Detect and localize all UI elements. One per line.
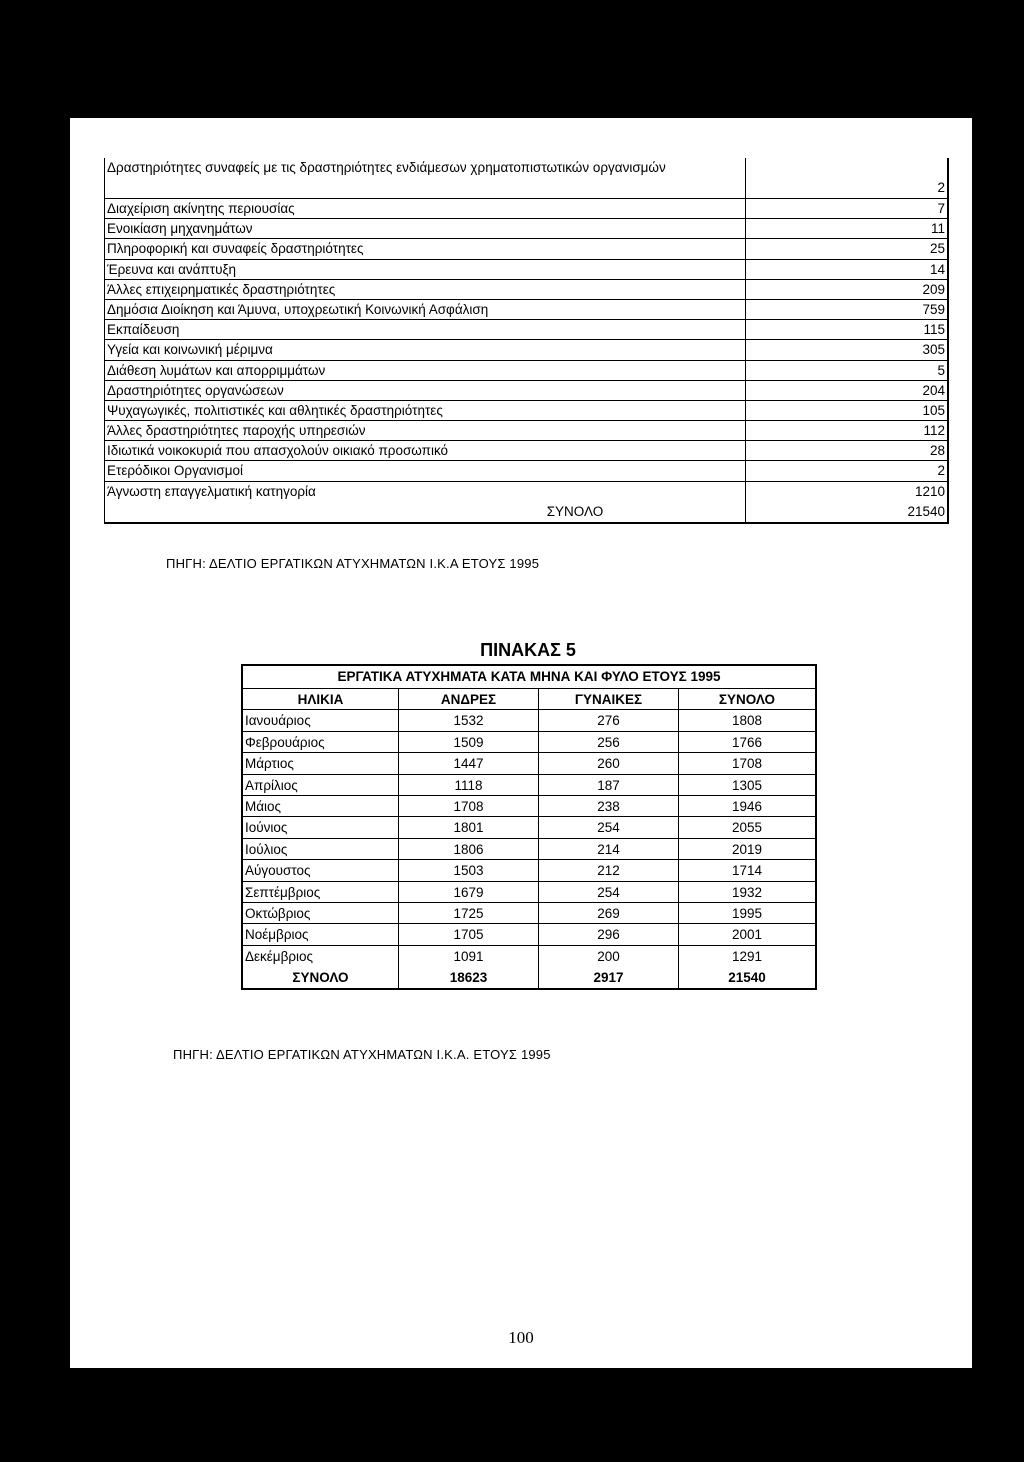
activity-label: Διαχείριση ακίνητης περιουσίας	[107, 201, 295, 216]
table-row	[105, 441, 947, 461]
month-cell: Αύγουστος	[243, 860, 399, 880]
table-row	[243, 817, 815, 838]
total-cell: 1946	[731, 798, 763, 814]
document-page	[70, 118, 972, 1368]
table-row	[105, 381, 947, 401]
men-cell: 1503	[399, 860, 539, 880]
total-cell: 1714	[731, 863, 763, 879]
header-total: ΣΥΝΟΛΟ	[718, 692, 776, 707]
activity-total-value: 21540	[907, 503, 945, 519]
total-all: 21540	[728, 970, 766, 986]
activity-table	[104, 158, 949, 524]
women-cell: 256	[539, 732, 679, 752]
women-cell: 269	[539, 903, 679, 923]
activity-count: 1210	[914, 483, 945, 499]
table-header-row	[243, 689, 815, 710]
activity-count: 209	[922, 281, 945, 297]
women-cell: 200	[539, 946, 679, 967]
activity-label: Πληροφορική και συναφείς δραστηριότητες	[107, 241, 364, 257]
month-cell: Οκτώβριος	[243, 903, 399, 923]
table-row	[243, 946, 815, 967]
table-title: ΠΙΝΑΚΑΣ 5	[480, 640, 576, 660]
table-row	[243, 903, 815, 924]
total-cell: 1995	[731, 905, 763, 921]
monthly-accidents-table	[241, 664, 817, 990]
activity-count: 2	[937, 180, 945, 195]
total-women: 2917	[539, 967, 679, 988]
activity-label: Ψυχαγωγικές, πολιτιστικές και αθλητικές δραστηριότητες	[107, 402, 443, 418]
activity-label: Δραστηριότητες συναφείς με τις δραστηριότητες ενδιάμεσων χρηματοπιστωτικών οργανισμών	[107, 160, 666, 175]
table-row	[105, 199, 947, 219]
activity-count: 115	[923, 322, 945, 338]
men-cell: 1679	[399, 882, 539, 902]
table-row	[105, 361, 947, 381]
total-men: 18623	[399, 967, 539, 988]
month-cell: Ιανουάριος	[243, 710, 399, 730]
table-row	[243, 839, 815, 860]
activity-label: Άγνωστη επαγγελματική κατηγορία	[107, 483, 316, 499]
activity-total-label: ΣΥΝΟΛΟ	[546, 503, 604, 519]
activity-count: 28	[929, 443, 945, 459]
month-cell: Δεκέμβριος	[243, 946, 399, 967]
table-row	[243, 882, 815, 903]
table-row	[105, 421, 947, 441]
activity-count: 5	[937, 362, 945, 378]
activity-label: Ετερόδικοι Οργανισμοί	[107, 463, 244, 479]
table-row	[105, 239, 947, 259]
header-women: ΓΥΝΑΙΚΕΣ	[539, 689, 679, 709]
activity-label: Ενοικίαση μηχανημάτων	[107, 221, 253, 237]
women-cell: 187	[539, 775, 679, 795]
month-cell: Φεβρουάριος	[243, 732, 399, 752]
activity-count: 2	[937, 463, 945, 479]
table-row	[105, 482, 947, 502]
men-cell: 1118	[399, 775, 539, 795]
total-label: ΣΥΝΟΛΟ	[243, 967, 399, 988]
table-row	[243, 710, 815, 731]
activity-count: 759	[922, 301, 945, 317]
table-row	[105, 219, 947, 239]
table-row	[243, 796, 815, 817]
table-row	[243, 775, 815, 796]
month-cell: Σεπτέμβριος	[243, 882, 399, 902]
men-cell: 1725	[399, 903, 539, 923]
total-cell: 1708	[731, 756, 763, 772]
activity-label: Άλλες δραστηριότητες παροχής υπηρεσιών	[107, 423, 366, 439]
total-cell: 1766	[731, 734, 763, 750]
month-cell: Ιούνιος	[243, 817, 399, 837]
table-row	[105, 300, 947, 320]
total-cell: 2019	[731, 841, 763, 857]
table-row	[105, 260, 947, 280]
women-cell: 254	[539, 882, 679, 902]
men-cell: 1801	[399, 817, 539, 837]
men-cell: 1705	[399, 924, 539, 944]
column-divider	[745, 158, 746, 522]
month-cell: Απρίλιος	[243, 775, 399, 795]
men-cell: 1091	[399, 946, 539, 967]
activity-count: 105	[922, 402, 945, 418]
month-cell: Μάρτιος	[243, 753, 399, 773]
activity-count: 25	[929, 241, 945, 257]
page-number: 100	[508, 1328, 534, 1347]
women-cell: 254	[539, 817, 679, 837]
men-cell: 1532	[399, 710, 539, 730]
table-caption: ΕΡΓΑΤΙΚΑ ΑΤΥΧΗΜΑΤΑ ΚΑΤΑ ΜΗΝΑ ΚΑΙ ΦΥΛΟ ΕΤΟΥΣ 1995	[243, 666, 815, 689]
women-cell: 260	[539, 753, 679, 773]
activity-count: 112	[923, 423, 945, 439]
total-cell: 1305	[731, 777, 763, 793]
month-cell: Ιούλιος	[243, 839, 399, 859]
header-age: ΗΛΙΚΙΑ	[243, 689, 399, 709]
women-cell: 296	[539, 924, 679, 944]
table-row	[243, 753, 815, 774]
activity-label: Εκπαίδευση	[107, 322, 180, 338]
men-cell: 1806	[399, 839, 539, 859]
total-cell: 1291	[731, 948, 763, 964]
activity-label: Έρευνα και ανάπτυξη	[107, 261, 237, 277]
activity-label: Δημόσια Διοίκηση και Άμυνα, υποχρεωτική Κοινωνική Ασφάλιση	[107, 301, 489, 317]
activity-count: 204	[922, 382, 945, 398]
activity-count: 305	[922, 342, 945, 358]
women-cell: 212	[539, 860, 679, 880]
table-row	[105, 320, 947, 340]
activity-total-row	[105, 502, 947, 522]
men-cell: 1509	[399, 732, 539, 752]
source-note-1: ΠΗΓΗ: ΔΕΛΤΙΟ ΕΡΓΑΤΙΚΩΝ ΑΤΥΧΗΜΑΤΩΝ Ι.Κ.Α ΕΤΟΥΣ 1995	[166, 556, 540, 571]
activity-count: 14	[929, 261, 945, 277]
table-row	[105, 461, 947, 481]
table-row	[243, 860, 815, 881]
total-cell: 2055	[731, 820, 763, 836]
table-row	[105, 401, 947, 421]
women-cell: 214	[539, 839, 679, 859]
header-men: ΑΝΔΡΕΣ	[399, 689, 539, 709]
table-row	[243, 732, 815, 753]
women-cell: 276	[539, 710, 679, 730]
source-note-2: ΠΗΓΗ: ΔΕΛΤΙΟ ΕΡΓΑΤΙΚΩΝ ΑΤΥΧΗΜΑΤΩΝ Ι.Κ.Α. ΕΤΟΥΣ 1995	[173, 1047, 551, 1062]
activity-label: Ιδιωτικά νοικοκυριά που απασχολούν οικιακό προσωπικό	[107, 443, 449, 459]
total-cell: 2001	[731, 927, 763, 943]
women-cell: 238	[539, 796, 679, 816]
activity-label: Άλλες επιχειρηματικές δραστηριότητες	[107, 281, 336, 297]
men-cell: 1708	[399, 796, 539, 816]
men-cell: 1447	[399, 753, 539, 773]
table-row	[105, 158, 947, 199]
table-row	[243, 924, 815, 945]
month-cell: Μάιος	[243, 796, 399, 816]
activity-label: Διάθεση λυμάτων και απορριμμάτων	[107, 362, 326, 378]
table-row	[105, 340, 947, 360]
monthly-total-row	[243, 967, 815, 988]
activity-label: Δραστηριότητες οργανώσεων	[107, 382, 284, 398]
table-row	[105, 280, 947, 300]
activity-count: 11	[930, 221, 945, 237]
activity-label: Υγεία και κοινωνική μέριμνα	[107, 342, 273, 358]
month-cell: Νοέμβριος	[243, 924, 399, 944]
total-cell: 1808	[731, 713, 763, 729]
activity-count: 7	[937, 201, 945, 216]
total-cell: 1932	[731, 884, 763, 900]
